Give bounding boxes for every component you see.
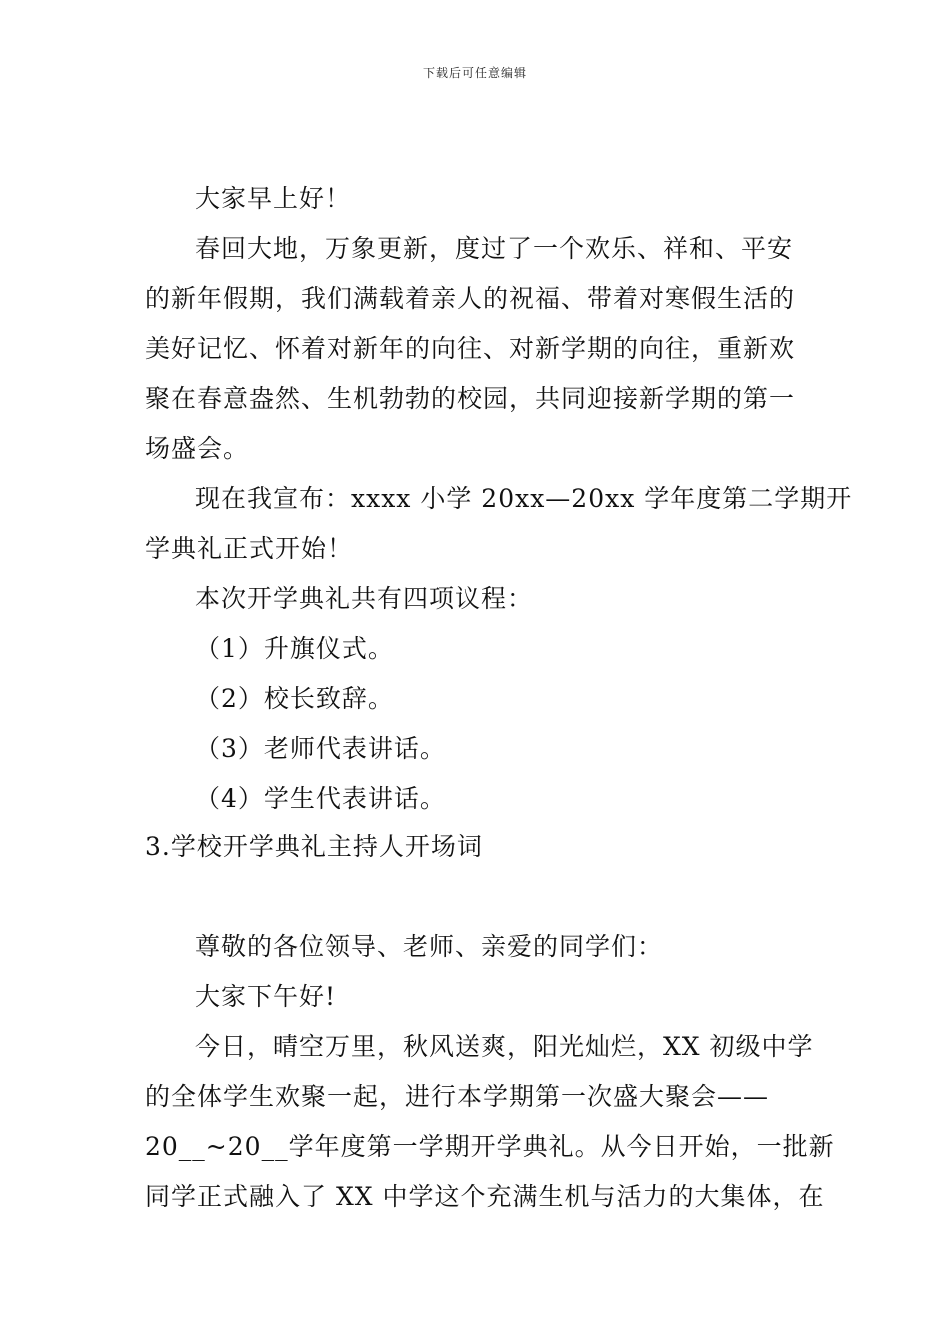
agenda-item: （2）校长致辞。 <box>195 684 394 713</box>
paragraph-line: 20__~20__学年度第一学期开学典礼。从今日开始，一批新 <box>145 1132 835 1161</box>
agenda-intro: 本次开学典礼共有四项议程： <box>195 584 534 613</box>
header-note: 下载后可任意编辑 <box>422 66 527 80</box>
paragraph-greeting: 大家早上好！ <box>195 184 352 213</box>
paragraph-line: 美好记忆、怀着对新年的向往、对新学期的向往，重新欢 <box>145 334 796 363</box>
paragraph-line: 今日，晴空万里，秋风送爽，阳光灿烂，XX 初级中学 <box>195 1032 814 1061</box>
paragraph-line: 学典礼正式开始！ <box>145 534 354 563</box>
paragraph-line: 的全体学生欢聚一起，进行本学期第一次盛大聚会—— <box>145 1082 770 1111</box>
salutation: 尊敬的各位领导、老师、亲爱的同学们： <box>195 932 664 961</box>
greeting: 大家下午好! <box>195 982 337 1011</box>
agenda-item: （4）学生代表讲话。 <box>195 784 446 813</box>
agenda-item: （3）老师代表讲话。 <box>195 734 446 763</box>
agenda-item: （1）升旗仪式。 <box>195 634 394 663</box>
paragraph-line: 春回大地，万象更新，度过了一个欢乐、祥和、平安 <box>195 234 794 263</box>
paragraph-line: 同学正式融入了 XX 中学这个充满生机与活力的大集体，在 <box>145 1182 825 1211</box>
section-heading: 3.学校开学典礼主持人开场词 <box>145 832 483 861</box>
paragraph-line: 场盛会。 <box>145 434 250 463</box>
paragraph-line: 的新年假期，我们满载着亲人的祝福、带着对寒假生活的 <box>145 284 796 313</box>
paragraph-line: 现在我宣布：xxxx 小学 20xx—20xx 学年度第二学期开 <box>195 484 853 513</box>
paragraph-line: 聚在春意盎然、生机勃勃的校园，共同迎接新学期的第一 <box>145 384 796 413</box>
